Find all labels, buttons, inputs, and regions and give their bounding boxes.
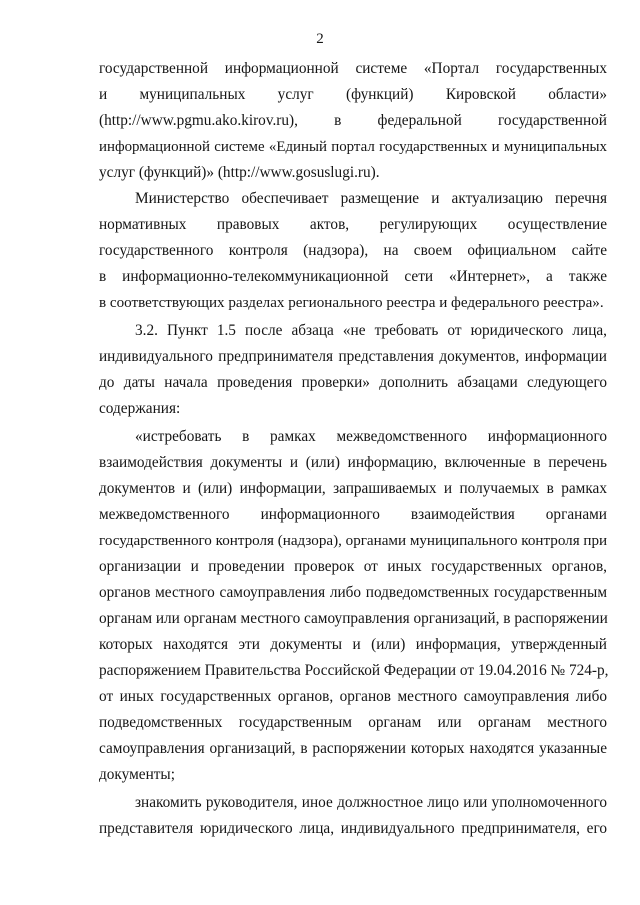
text-line: содержания: [99,400,181,417]
text-line: информационной системе «Единый портал государственных и муниципальных [99,139,607,155]
text-line: от иных государственных органов, органов местного самоуправления либо [99,688,607,705]
text-line: организации и проведении проверок от иных государственных органов, [99,558,607,575]
text-line: знакомить руководителя, иное должностное лицо или уполномоченного [135,794,607,811]
text-line: государственной информационной системе «Портал государственных [99,60,607,77]
text-line: документов и (или) информации, запрашиваемых и получаемых в рамках [99,480,607,497]
text-line: 3.2. Пункт 1.5 после абзаца «не требовать от юридического лица, [135,322,607,339]
text-line: (http://www.pgmu.ako.kirov.ru), в федеральной государственной [99,112,607,129]
text-line: государственного контроля (надзора), на своем официальном сайте [99,242,607,259]
text-line: до даты начала проведения проверки» дополнить абзацами следующего [99,374,607,391]
text-line: нормативных правовых актов, регулирующих осуществление [99,216,607,233]
text-line: представителя юридического лица, индивидуального предпринимателя, его [99,820,607,837]
text-line: подведомственных государственным органам или органам местного [99,714,607,731]
text-line: органам или органам местного самоуправления организаций, в распоряжении [99,610,608,627]
text-line: самоуправления организаций, в распоряжении которых находятся указанные [99,740,607,757]
text-line: индивидуального предпринимателя представления документов, информации [99,348,607,365]
text-line: государственного контроля (надзора), органами муниципального контроля при [99,533,608,549]
text-line: Министерство обеспечивает размещение и актуализацию перечня [135,190,607,207]
text-line: органов местного самоуправления либо подведомственных государственным [99,584,607,601]
page-number: 2 [316,31,324,47]
text-line: межведомственного информационного взаимодействия органами [99,506,607,523]
text-line: в соответствующих разделах регионального реестра и федерального реестра». [99,295,604,311]
text-line: которых находятся эти документы и (или) информация, утвержденный [99,636,607,653]
text-line: и муниципальных услуг (функций) Кировской области» [99,86,607,103]
text-line: документы; [99,766,175,783]
text-line: взаимодействия документы и (или) информацию, включенные в перечень [99,454,607,471]
text-line: услуг (функций)» (http://www.gosuslugi.ru). [99,164,380,181]
text-line: «истребовать в рамках межведомственного информационного [135,428,607,445]
text-line: в информационно-телекоммуникационной сети «Интернет», а также [99,268,607,285]
text-line: распоряжением Правительства Российской Федерации от 19.04.2016 № 724-р, [99,662,609,679]
